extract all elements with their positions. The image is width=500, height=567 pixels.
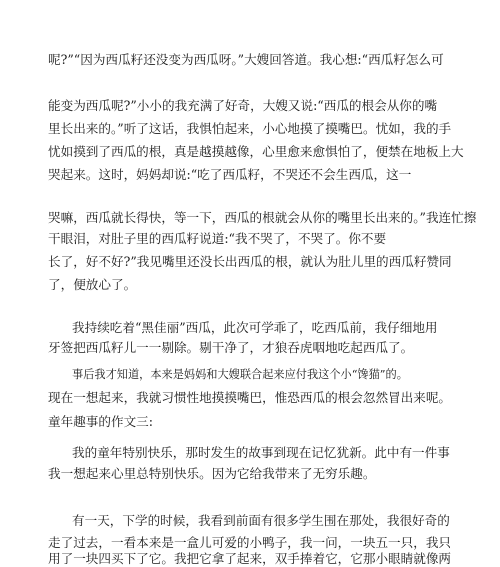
- text-line: 走了过去，一看本来是一盒儿可爱的小鸭子，我一问，一块五一只，我只: [48, 535, 451, 550]
- text-line: 哭嘛，西瓜就长得快，等一下，西瓜的根就会从你的嘴里长出来的。”我连忙擦: [48, 210, 477, 225]
- text-line: 有一天，下学的时候，我看到前面有很多学生围在那处，我很好奇的: [72, 513, 450, 528]
- text-line: 能变为西瓜呢?”小小的我充满了好奇，大嫂又说:“西瓜的根会从你的嘴: [48, 98, 438, 113]
- text-line: 牙签把西瓜籽儿一一剔除。剔干净了，才狼吞虎咽地吃起西瓜了。: [48, 340, 414, 355]
- text-line: 里长出来的。”听了这话，我惧怕起来，小心地摸了摸嘴巴。忧如，我的手: [48, 121, 452, 136]
- text-line: 哭起来。这时，妈妈却说:“吃了西瓜籽，不哭还不会生西瓜，这一: [48, 167, 412, 182]
- text-line: 现在一想起来，我就习惯性地摸摸嘴巴，惟恐西瓜的根会忽然冒出来呢。: [48, 390, 451, 405]
- text-line: 事后我才知道，本来是妈妈和大嫂联合起来应付我这个小“馋猫”的。: [72, 368, 408, 381]
- text-line: 我的童年特别快乐，那时发生的故事到现在记忆犹新。此中有一件事: [72, 445, 450, 460]
- text-line: 长了，好不好?”我见嘴里还没长出西瓜的根，就认为肚儿里的西瓜籽赞同: [48, 254, 452, 269]
- text-line: 我一想起来心里总特别快乐。因为它给我带来了无穷乐趣。: [48, 466, 376, 481]
- text-line: 用了一块四买下了它。我把它拿了起来，双手捧着它，它那小眼睛就像两: [48, 551, 451, 566]
- text-line: 我持续吃着“黑佳丽”西瓜，此次可学乖了，吃西瓜前，我仔细地用: [72, 320, 438, 335]
- section-heading: 童年趣事的作文三:: [48, 414, 153, 429]
- text-line: 了，便放心了。: [48, 277, 137, 292]
- text-line: 干眼泪，对肚子里的西瓜籽说道:“我不哭了，不哭了。你不要: [48, 231, 387, 246]
- text-line: 忧如摸到了西瓜的根，真是越摸越像，心里愈来愈惧怕了，便禁在地板上大: [48, 144, 464, 159]
- text-line: 呢?”“因为西瓜籽还没变为西瓜呀。”大嫂回答道。我心想:“西瓜籽怎么可: [48, 52, 444, 67]
